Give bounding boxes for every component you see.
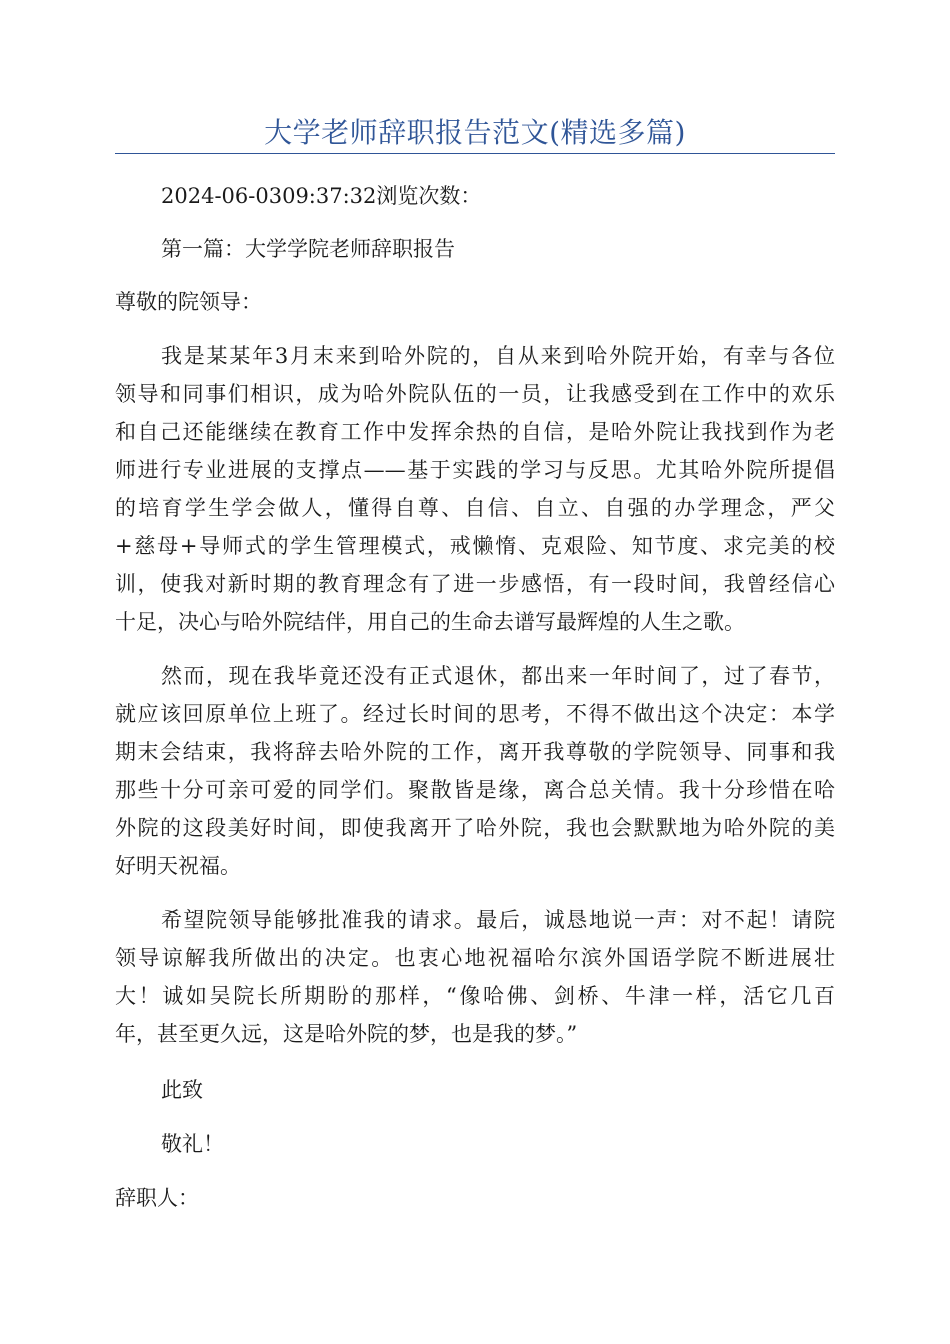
- paragraph-1-line: 我是某某年3月末来到哈外院的，自从来到哈外院开始，有幸与各位: [161, 344, 835, 368]
- paragraph-1-line: 训，使我对新时期的教育理念有了进一步感悟，有一段时间，我曾经信心: [115, 572, 835, 596]
- title-underline: [115, 153, 835, 154]
- paragraph-2-line: 期末会结束，我将辞去哈外院的工作，离开我尊敬的学院领导、同事和我: [115, 740, 835, 764]
- publish-meta: 2024-06-0309:37:32浏览次数：: [161, 184, 482, 208]
- paragraph-3-line: 希望院领导能够批准我的请求。最后，诚恳地说一声：对不起！请院: [161, 908, 835, 932]
- paragraph-3-line: 领导谅解我所做出的决定。也衷心地祝福哈尔滨外国语学院不断进展壮: [115, 946, 835, 970]
- paragraph-2-line: 就应该回原单位上班了。经过长时间的思考，不得不做出这个决定：本学: [115, 702, 835, 726]
- paragraph-1-line: 和自己还能继续在教育工作中发挥余热的自信，是哈外院让我找到作为老: [115, 420, 835, 444]
- document-title: 大学老师辞职报告范文(精选多篇): [264, 116, 686, 149]
- paragraph-2-line: 外院的这段美好时间，即使我离开了哈外院，我也会默默地为哈外院的美: [115, 816, 835, 840]
- signature-label: 辞职人：: [115, 1186, 199, 1210]
- paragraph-1-line: 领导和同事们相识，成为哈外院队伍的一员，让我感受到在工作中的欢乐: [115, 382, 835, 406]
- paragraph-1-line: +慈母+导师式的学生管理模式，戒懒惰、克艰险、知节度、求完美的校: [115, 534, 835, 558]
- paragraph-1-line: 十足，决心与哈外院结伴，用自己的生命去谱写最辉煌的人生之歌。: [115, 610, 745, 634]
- paragraph-3-line: 年，甚至更久远，这是哈外院的梦，也是我的梦。”: [115, 1022, 578, 1046]
- paragraph-1-line: 师进行专业进展的支撑点——基于实践的学习与反思。尤其哈外院所提倡: [115, 458, 835, 482]
- paragraph-2-line: 好明天祝福。: [115, 854, 241, 878]
- paragraph-2-line: 然而，现在我毕竟还没有正式退休，都出来一年时间了，过了春节，: [161, 664, 835, 688]
- paragraph-2-line: 那些十分可亲可爱的同学们。聚散皆是缘，离合总关情。我十分珍惜在哈: [115, 778, 835, 802]
- salutation: 尊敬的院领导：: [115, 290, 262, 314]
- chapter-heading: 第一篇：大学学院老师辞职报告: [161, 237, 455, 261]
- paragraph-3-line: 大！诚如吴院长所期盼的那样，“像哈佛、剑桥、牛津一样，活它几百: [115, 984, 835, 1008]
- closing-ci-zhi: 此致: [161, 1078, 203, 1102]
- paragraph-1-line: 的培育学生学会做人，懂得自尊、自信、自立、自强的办学理念，严父: [115, 496, 835, 520]
- closing-jing-li: 敬礼！: [161, 1132, 224, 1156]
